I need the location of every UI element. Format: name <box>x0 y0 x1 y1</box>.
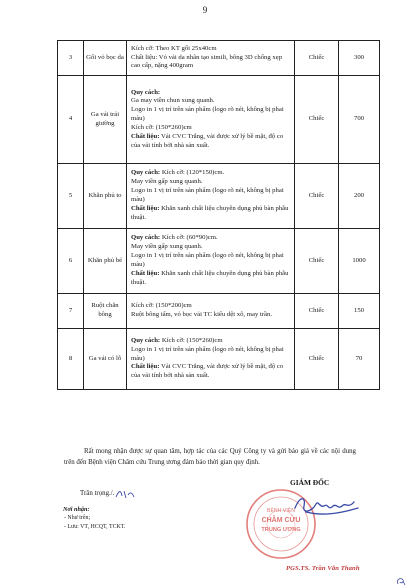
description-line <box>131 243 291 252</box>
recipients-title: Nơi nhận: <box>63 506 90 513</box>
row-number: 7 <box>58 294 84 329</box>
initial-mark-icon <box>114 488 136 500</box>
description-line <box>131 54 291 72</box>
signer-name: PGS.TS. Trần Văn Thanh <box>286 565 360 572</box>
stamp-line: TRUNG ƯƠNG <box>261 527 301 533</box>
description-text: Logo in 1 vị trí trên sản phẩm (logo rõ nét, không bị phai màu) <box>131 106 284 123</box>
description-line <box>131 169 291 178</box>
recipient-line: - Như trên; <box>64 515 91 521</box>
quantity-cell: 150 <box>339 294 380 329</box>
description-text: Kích cỡ: (150*260)cm <box>160 336 223 344</box>
product-name: Gối vỏ bọc da <box>84 41 127 76</box>
description-heading: Chất liệu: <box>131 132 160 140</box>
product-description <box>127 294 295 329</box>
description-line <box>131 89 291 98</box>
table-row <box>58 41 380 76</box>
description-line <box>131 187 291 205</box>
page-number: 9 <box>202 5 208 15</box>
description-text: Logo in 1 vị trí trên sản phẩm (logo rõ nét, không bị phai màu) <box>131 345 284 362</box>
unit-cell: Chiếc <box>295 329 339 390</box>
description-text: Kích cỡ: (150*260)cm <box>131 123 192 131</box>
corner-mark-icon <box>395 576 407 586</box>
regards-line: Trân trọng./. <box>80 490 115 497</box>
closing-paragraph: Rất mong nhận được sự quan tâm, hợp tác của các Quý Công ty và gửi báo giá về các nội dung trên đến Bệnh viện Châm cứu Trung ương đảm bảo thời gian quy định. <box>64 448 356 466</box>
product-description <box>127 76 295 164</box>
quantity-cell: 700 <box>339 76 380 164</box>
row-number: 6 <box>58 229 84 294</box>
product-description <box>127 329 295 390</box>
description-text: Vải CVC Trắng, vải được xử lý bề mặt, độ co của vải tính bởi nhà sản xuất. <box>131 363 284 380</box>
table-row <box>58 294 380 329</box>
description-text: Khăn xanh chất liệu chuyên dụng phủ bàn phẫu thuật. <box>131 269 289 286</box>
signer-title: GIÁM ĐỐC <box>290 478 330 487</box>
description-heading: Quy cách: <box>131 169 161 177</box>
product-description <box>127 41 295 76</box>
description-text: May viền gấp xung quanh. <box>131 243 203 251</box>
row-number: 3 <box>58 41 84 76</box>
description-line <box>131 106 291 124</box>
table-row <box>58 76 380 164</box>
description-line <box>131 205 291 223</box>
product-name: Ga vải trải giường <box>84 76 127 164</box>
quantity-cell: 200 <box>339 164 380 229</box>
description-line <box>131 270 291 288</box>
description-line <box>131 337 291 346</box>
description-line <box>131 311 291 320</box>
unit-cell: Chiếc <box>295 76 339 164</box>
unit-cell: Chiếc <box>295 41 339 76</box>
description-line <box>131 234 291 243</box>
description-text: Khăn xanh chất liệu chuyên dụng phủ bàn phẫu thuật. <box>131 204 289 221</box>
description-text: Vải CVC Trắng, vải được xử lý bề mặt, độ co của vải tính bởi nhà sản xuất. <box>131 132 284 149</box>
description-heading: Quy cách: <box>131 336 161 344</box>
stamp-line: CHÂM CỨU <box>261 517 301 524</box>
description-heading: Chất liệu: <box>131 204 160 212</box>
row-number: 5 <box>58 164 84 229</box>
description-heading: Chất liệu: <box>131 363 160 371</box>
quantity-cell: 70 <box>339 329 380 390</box>
product-name: Ruột chăn bông <box>84 294 127 329</box>
table-row <box>58 329 380 390</box>
description-heading: Quy cách: <box>131 234 161 242</box>
description-line <box>131 124 291 133</box>
unit-cell: Chiếc <box>295 229 339 294</box>
description-line <box>131 178 291 187</box>
product-name: Khăn phủ bé <box>84 229 127 294</box>
unit-cell: Chiếc <box>295 294 339 329</box>
signature-icon <box>292 490 362 520</box>
product-description <box>127 164 295 229</box>
description-text: Kích cỡ: (150*200)cm <box>131 302 192 310</box>
description-heading: Quy cách: <box>131 88 161 96</box>
recipient-line: - Lưu: VT, HCQT, TCKT. <box>64 524 126 530</box>
product-description <box>127 229 295 294</box>
description-text: Ga may viền chun xung quanh. <box>131 97 215 105</box>
description-line <box>131 97 291 106</box>
table-row <box>58 229 380 294</box>
row-number: 4 <box>58 76 84 164</box>
description-line <box>131 363 291 381</box>
description-text: Ruột bông tấm, vỏ bọc vải TC kiểu dệt xô, may trần. <box>131 311 273 318</box>
row-number: 8 <box>58 329 84 390</box>
product-name: Ga vải có lỗ <box>84 329 127 390</box>
description-text: Kích cỡ: (60*90)cm. <box>160 234 218 242</box>
product-spec-table <box>57 40 380 390</box>
description-text: May viền gấp xung quanh. <box>131 178 203 186</box>
description-text: Logo in 1 vị trí trên sản phẩm (logo rõ nét, không bị phai màu) <box>131 187 284 203</box>
description-line <box>131 302 291 311</box>
description-heading: Chất liệu: <box>131 269 160 277</box>
stamp-line: BỆNH VIỆN <box>267 508 295 514</box>
unit-cell: Chiếc <box>295 164 339 229</box>
quantity-cell: 300 <box>339 41 380 76</box>
description-text: Chất liệu: Vỏ vải da nhân tạo simili, bông 3D chống xẹp cao cấp, nặng 400gram <box>131 53 283 70</box>
description-line <box>131 346 291 364</box>
quantity-cell: 1000 <box>339 229 380 294</box>
description-line <box>131 133 291 151</box>
description-text: Logo in 1 vị trí trên sản phẩm (logo rõ nét, không bị phai màu) <box>131 252 284 268</box>
description-line <box>131 45 291 54</box>
product-name: Khăn phủ to <box>84 164 127 229</box>
description-text: Kích cỡ: (120*150)cm. <box>160 169 225 177</box>
description-text: Kích cỡ: Theo KT gối 25x40cm <box>131 44 217 52</box>
table-row <box>58 164 380 229</box>
description-line <box>131 252 291 270</box>
